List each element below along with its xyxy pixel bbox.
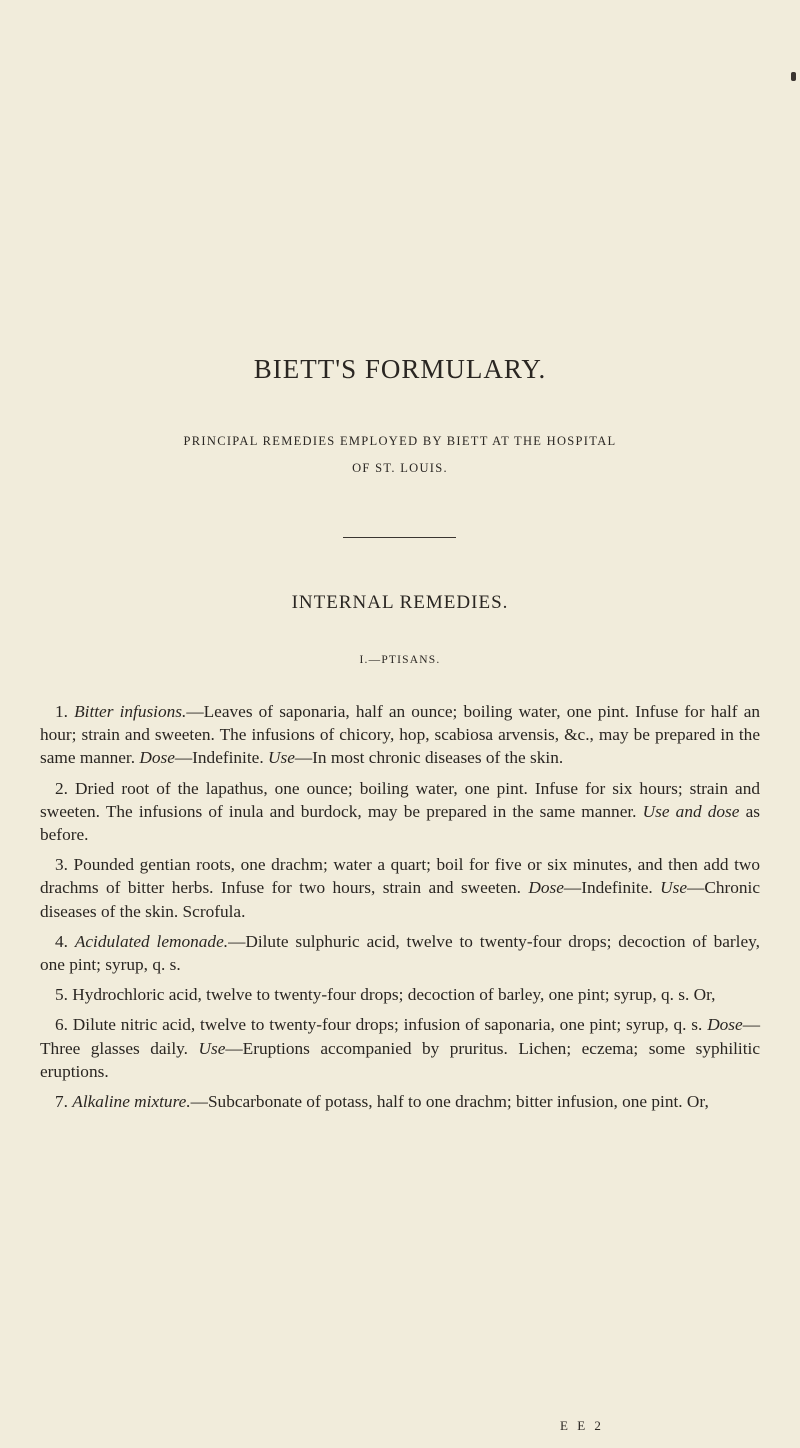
subsection-heading: I.—PTISANS. (359, 654, 441, 666)
italic-term: Use and dose (642, 801, 740, 821)
italic-term: Use (660, 878, 688, 898)
subtitle-line-1: PRINCIPAL REMEDIES EMPLOYED BY BIETT AT THE HOSPITAL (183, 434, 617, 448)
paragraph-3: 3. Pounded gentian roots, one drachm; water a quart; boil for five or six minutes, and then add two drachms of bitter herbs. Infuse for two hours, strain and sweeten. Dose—Indefinite. Use—Chronic diseases of the skin. Scrofula. (40, 855, 760, 921)
italic-term: Dose (707, 1015, 743, 1035)
page-subtitle (40, 428, 760, 482)
italic-term: Use (198, 1038, 226, 1058)
italic-term: Use (267, 748, 295, 768)
subtitle-line-2: OF ST. LOUIS. (352, 461, 448, 475)
page-title: BIETT'S FORMULARY. (253, 354, 547, 384)
italic-term: Dose (528, 878, 564, 898)
page-edge-mark (791, 72, 796, 81)
paragraph-7: 7. Alkaline mixture.—Subcarbonate of potass, half to one drachm; bitter infusion, one pint. Or, (55, 1092, 709, 1112)
paragraph-1: 1. Bitter infusions.—Leaves of saponaria, half an ounce; boiling water, one pint. Infuse for half an hour; strain and sweeten. The infusions of chicory, hop, scabiosa arvensis, &c., may be prepared in the same manner. Dose—Indefinite. Use—In most chronic diseases of the skin. (40, 702, 760, 768)
paragraph-2: 2. Dried root of the lapathus, one ounce; boiling water, one pint. Infuse for six hours; strain and sweeten. The infusions of inula and burdock, may be prepared in the same manner. Use and dose as before. (40, 778, 760, 845)
paragraph-6: 6. Dilute nitric acid, twelve to twenty-four drops; infusion of saponaria, one pint; syrup, q. s. Dose—Three glasses daily. Use—Eruptions accompanied by pruritus. Lichen; eczema; some syphilitic eruptions. (40, 1015, 760, 1081)
italic-term: Bitter infusions. (74, 702, 187, 721)
italic-term: Dose (139, 748, 175, 768)
italic-term: Acidulated lemonade. (74, 931, 229, 951)
body-text (40, 700, 760, 1120)
signature-mark: E E 2 (560, 1418, 604, 1433)
paragraph-5: 5. Hydrochloric acid, twelve to twenty-four drops; decoction of barley, one pint; syrup, q. s. Or, (55, 985, 716, 1005)
section-heading: INTERNAL REMEDIES. (291, 592, 509, 613)
italic-term: Alkaline mixture. (72, 1092, 191, 1112)
paragraph-4: 4. Acidulated lemonade.—Dilute sulphuric acid, twelve to twenty-four drops; decoction of barley, one pint; syrup, q. s. (40, 931, 760, 975)
section-divider (343, 537, 456, 538)
